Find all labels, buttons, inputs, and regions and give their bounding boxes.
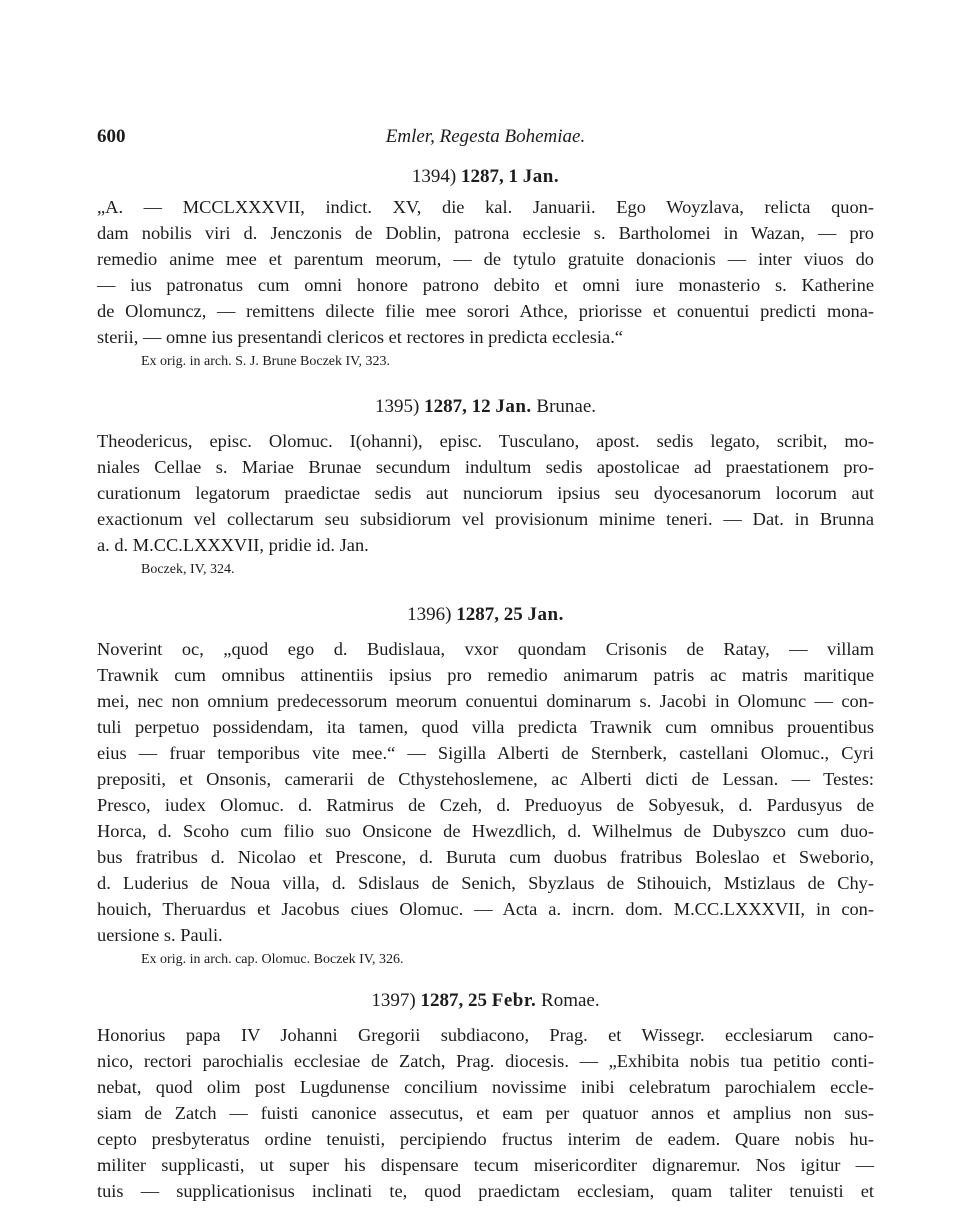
text-line: Presco, iudex Olomuc. d. Ratmirus de Czeh, d. Preduoyus de Sobyesuk, d. Pardusyus de xyxy=(97,795,874,815)
text-line: houich, Theruardus et Jacobus ciues Olomuc. — Acta a. incrn. dom. M.CC.LXXXVII, in con- xyxy=(97,899,874,919)
text-line: militer supplicasti, ut super his dispensare tecum misericorditer dignaremur. Nos igitur — xyxy=(97,1155,874,1175)
text-line: exactionum vel collectarum seu subsidiorum vel provisionum minime teneri. — Dat. in Brunna xyxy=(97,509,874,529)
running-title: Emler, Regesta Bohemiae. xyxy=(385,126,586,147)
text-line: cepto presbyteratus ordine tenuisti, percipiendo fructus interim de eadem. Quare nobis hu- xyxy=(97,1129,874,1149)
entry-month: Febr. xyxy=(491,990,537,1011)
entry-heading xyxy=(97,988,874,1014)
entry-number: 1394) xyxy=(411,166,457,187)
entry-number: 1396) xyxy=(407,604,452,625)
text-line: bus fratribus d. Nicolao et Prescone, d. Buruta cum duobus fratribus Boleslao et Sweborio, xyxy=(97,847,874,867)
entry-text xyxy=(97,1022,874,1204)
page-number: 600 xyxy=(97,126,126,147)
text-line: nebat, quod olim post Lugdunense concilium novissime inibi celebratum parochialem eccle- xyxy=(97,1077,874,1097)
source-note: Ex orig. in arch. S. J. Brune Boczek IV, 323. xyxy=(141,354,390,369)
text-line: Trawnik cum omnibus attinentiis ipsius pro remedio animarum patris ac matris maritique xyxy=(97,665,874,685)
text-line: siam de Zatch — fuisti canonice assecutus, et eam per quatuor annos et amplius non sus- xyxy=(97,1103,874,1123)
text-line: curationum legatorum praedictae sedis aut nunciorum ipsius seu dyocesanorum locorum aut xyxy=(97,483,874,503)
entry-month: Jan. xyxy=(522,166,560,187)
text-line: dam nobilis viri d. Jenczonis de Doblin, patrona ecclesie s. Bartholomei in Wazan, — pro xyxy=(97,223,874,243)
entry-place: Brunae. xyxy=(536,396,597,417)
entry-number: 1397) xyxy=(371,990,416,1011)
text-line: eius — fruar temporibus vite mee.“ — Sigilla Alberti de Sternberk, castellani Olomuc., Cyri xyxy=(97,743,874,763)
page xyxy=(97,122,874,1204)
entry-date: 1287, 12 xyxy=(424,396,491,417)
text-line: prepositi, et Onsonis, camerarii de Cthystehoslemene, ac Alberti dicti de Lessan. — Testes: xyxy=(97,769,874,789)
entry-1397 xyxy=(97,988,874,1204)
entry-place: Romae. xyxy=(541,990,600,1011)
source-note: Ex orig. in arch. cap. Olomuc. Boczek IV, 326. xyxy=(141,952,404,967)
entry-text xyxy=(97,428,874,558)
source-note: Boczek, IV, 324. xyxy=(141,562,235,577)
entry-date: 1287, 25 xyxy=(456,604,523,625)
text-line: nico, rectori parochialis ecclesiae de Zatch, Prag. diocesis. — „Exhibita nobis tua petitio conti- xyxy=(97,1051,874,1071)
text-line: tuis — supplicationisus inclinati te, quod praedictam ecclesiam, quam taliter tenuisti et xyxy=(97,1181,874,1201)
entry-date: 1287, 1 xyxy=(461,166,518,187)
text-line: — ius patronatus cum omni honore patrono debito et omni iure monasterio s. Katherine xyxy=(97,275,874,295)
entry-1396 xyxy=(97,602,874,970)
text-line: a. d. M.CC.LXXXVII, pridie id. Jan. xyxy=(97,535,369,555)
text-line: niales Cellae s. Mariae Brunae secundum indultum sedis apostolicae ad praestationem pro- xyxy=(97,457,874,477)
text-line: sterii, — omne ius presentandi clericos et rectores in predicta ecclesia.“ xyxy=(97,327,623,347)
entry-1395 xyxy=(97,394,874,580)
entry-heading xyxy=(97,602,874,628)
running-head xyxy=(97,122,874,150)
entry-text xyxy=(97,194,874,350)
entry-text xyxy=(97,636,874,948)
text-line: d. Luderius de Noua villa, d. Sdislaus de Senich, Sbyzlaus de Stihouich, Mstizlaus de Chy- xyxy=(97,873,874,893)
entry-heading xyxy=(97,394,874,420)
text-line: mei, nec non omnium predecessorum meorum conuentui dominarum s. Jacobi in Olomunc — con- xyxy=(97,691,874,711)
text-line: Noverint oc, „quod ego d. Budislaua, vxor quondam Crisonis de Ratay, — villam xyxy=(97,639,874,659)
entry-1394 xyxy=(97,164,874,372)
entry-heading xyxy=(97,164,874,190)
text-line: Theodericus, episc. Olomuc. I(ohanni), episc. Tusculano, apost. sedis legato, scribit, mo- xyxy=(97,431,874,451)
text-line: Horca, d. Scoho cum filio suo Onsicone de Hwezdlich, d. Wilhelmus de Dubyszco cum duo- xyxy=(97,821,874,841)
entry-month: Jan. xyxy=(495,396,532,417)
text-line: remedio anime mee et parentum meorum, — de tytulo gratuite donacionis — inter viuos do xyxy=(97,249,874,269)
text-line: de Olomuncz, — remittens dilecte filie mee sorori Athce, priorisse et conuentui predicti mona- xyxy=(97,301,874,321)
text-line: Honorius papa IV Johanni Gregorii subdiacono, Prag. et Wissegr. ecclesiarum cano- xyxy=(97,1025,874,1045)
entry-month: Jan. xyxy=(527,604,564,625)
entry-number: 1395) xyxy=(374,396,420,417)
text-line: „A. — MCCLXXXVII, indict. XV, die kal. Januarii. Ego Woyzlava, relicta quon- xyxy=(97,197,874,217)
text-line: uersione s. Pauli. xyxy=(97,925,223,945)
entry-date: 1287, 25 xyxy=(420,990,487,1011)
text-line: tuli perpetuo possidendam, ita tamen, quod villa predicta Trawnik cum omnibus prouentibus xyxy=(97,717,874,737)
